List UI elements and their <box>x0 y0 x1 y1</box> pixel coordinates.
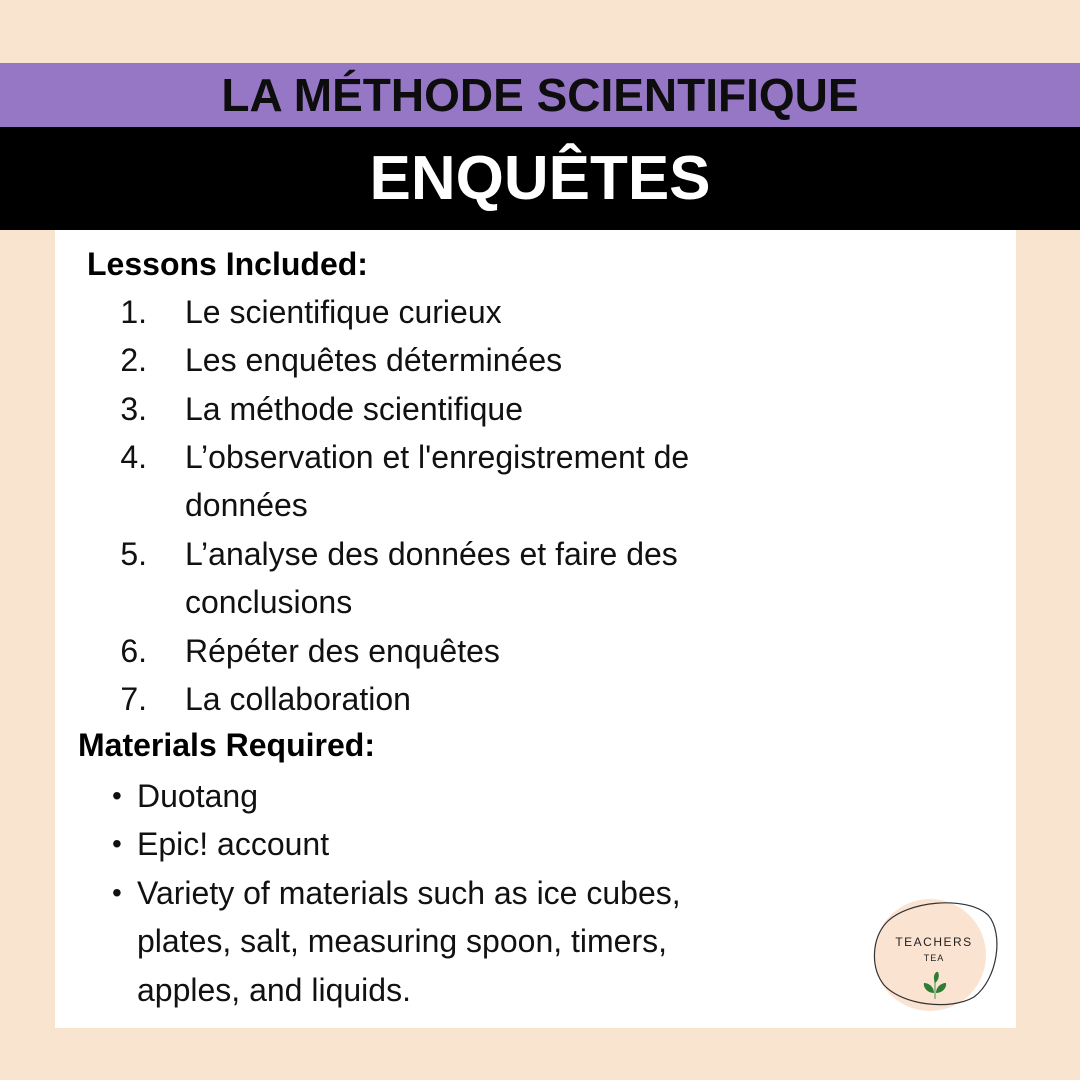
bullet-icon: • <box>112 877 122 908</box>
page-subtitle: ENQUÊTES <box>369 144 711 213</box>
materials-heading: Materials Required: <box>78 727 375 763</box>
content-card: Lessons Included: 1. Le scientifique curieux 2. Les enquêtes déterminées 3. La méthode scientifique 4. L’observation et l'enregistrement de données 5. L’analyse des données et faire des conclusions 6. Répéter des enquêtes 7. La collaboration Materials Required: • Duotang • Epic! account • Variety of materials such as ice cubes, plates, salt, measuring spoon, timers, apples, and liquids. <box>55 230 1016 1028</box>
logo-text-teachers: TEACHERS <box>895 935 973 949</box>
lessons-heading: Lessons Included: <box>87 246 368 282</box>
teachers-tea-logo <box>866 893 1002 1013</box>
tea-leaf-icon <box>922 971 948 1001</box>
logo-text-tea: TEA <box>923 953 945 963</box>
subtitle-band <box>0 127 1080 230</box>
title-band <box>0 63 1080 127</box>
page-title: LA MÉTHODE SCIENTIFIQUE <box>221 69 859 121</box>
bullet-icon: • <box>112 780 122 811</box>
bullet-icon: • <box>112 828 122 859</box>
